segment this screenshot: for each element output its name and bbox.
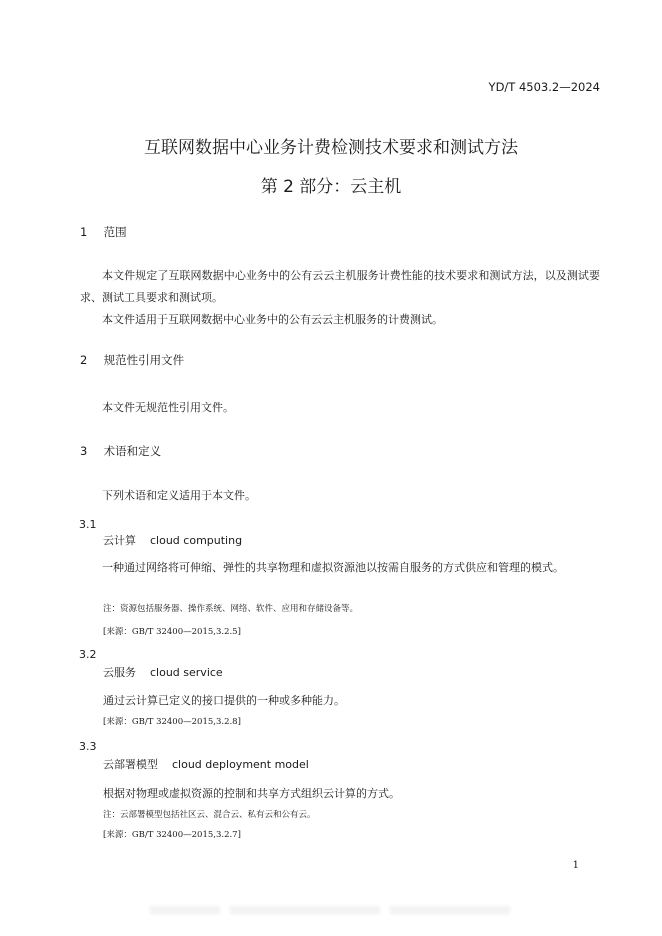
section-title: 范围 — [103, 225, 127, 239]
term-source: [来源：GB/T 32400—2015,3.2.7] — [103, 830, 241, 840]
term-en: cloud service — [150, 666, 223, 679]
term-number: 3.1 — [79, 518, 97, 531]
section-heading-scope — [80, 224, 127, 240]
section-title: 术语和定义 — [103, 444, 162, 458]
document-subtitle: 第 2 部分：云主机 — [260, 177, 402, 197]
term-source: [来源：GB/T 32400—2015,3.2.5] — [103, 627, 241, 637]
section-number: 3 — [80, 444, 88, 458]
term-definition: 一种通过网络将可伸缩、弹性的共享物理和虚拟资源池以按需自服务的方式供应和管理的模式。 — [102, 561, 564, 574]
term-title-cloud-service — [103, 664, 223, 680]
term-number: 3.3 — [79, 740, 97, 753]
section-heading-normative-references — [80, 352, 184, 368]
term-number: 3.2 — [79, 648, 97, 661]
normative-references-paragraph: 本文件无规范性引用文件。 — [102, 401, 234, 414]
term-source: [来源：GB/T 32400—2015,3.2.8] — [103, 717, 241, 727]
page-number: 1 — [572, 860, 579, 871]
scope-paragraph: 本文件规定了互联网数据中心业务中的公有云云主机服务计费性能的技术要求和测试方法，以及测试要求、测试工具要求和测试项。 — [80, 269, 600, 304]
term-note: 注：资源包括服务器、操作系统、网络、软件、应用和存储设备等。 — [103, 604, 359, 614]
term-zh: 云服务 — [103, 666, 136, 679]
term-zh: 云计算 — [103, 534, 136, 547]
term-title-cloud-computing — [103, 532, 242, 548]
section-number: 1 — [80, 225, 88, 239]
term-definition: 通过云计算已定义的接口提供的一种或多种能力。 — [103, 694, 345, 707]
scope-applicability-paragraph: 本文件适用于互联网数据中心业务中的公有云云主机服务的计费测试。 — [102, 313, 443, 326]
term-definition: 根据对物理或虚拟资源的控制和共享方式组织云计算的方式。 — [103, 787, 400, 800]
term-en: cloud computing — [150, 534, 243, 547]
document-title: 互联网数据中心业务计费检测技术要求和测试方法 — [144, 138, 518, 158]
section-number: 2 — [80, 353, 88, 367]
section-heading-terms — [80, 443, 161, 459]
standard-number: YD/T 4503.2—2024 — [488, 80, 600, 94]
section-title: 规范性引用文件 — [103, 353, 185, 367]
term-title-cloud-deployment-model — [103, 756, 309, 772]
terms-intro-paragraph: 下列术语和定义适用于本文件。 — [102, 489, 256, 502]
term-note: 注：云部署模型包括社区云、混合云、私有云和公有云。 — [103, 810, 316, 820]
faint-watermark — [150, 902, 510, 918]
term-en: cloud deployment model — [172, 758, 309, 771]
term-zh: 云部署模型 — [103, 758, 158, 771]
